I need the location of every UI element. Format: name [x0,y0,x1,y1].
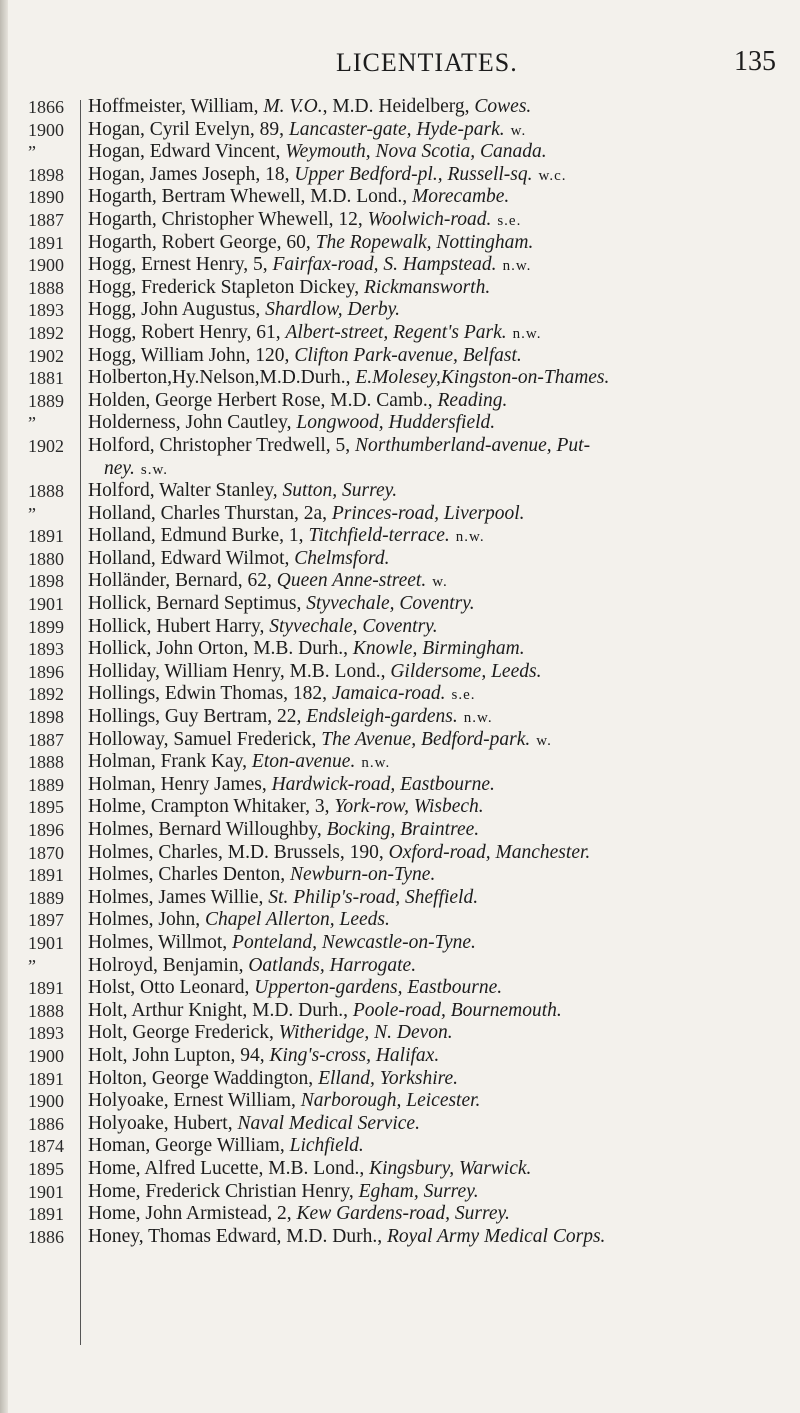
entry-text [88,277,792,300]
address: Witheridge, N. Devon. [278,1022,453,1044]
list-item [0,390,800,413]
registration-year: ” [28,503,36,524]
registration-year: 1886 [28,1226,64,1247]
list-item [0,638,800,661]
registration-year: 1895 [28,797,64,818]
list-item [0,1000,800,1023]
postal-district: s.e. [497,212,522,229]
list-item [0,277,800,300]
address: Chelmsford. [294,547,390,569]
name-qualifications: Holmes, Charles, M.D. Brussels, 190, [88,841,389,863]
entry-text [88,977,792,1000]
postal-district: w. [510,122,527,139]
entry-text [88,661,792,684]
postal-district: w. [536,732,552,749]
postal-district: s.e. [451,687,476,704]
list-item [0,96,800,119]
registration-year: 1866 [28,97,64,117]
entry-text [88,774,792,797]
name-qualifications: Holford, Walter Stanley, [88,480,283,502]
name-qualifications: Holman, Frank Kay, [88,751,252,773]
entry-text [88,706,792,730]
list-item [0,570,800,593]
address: Woolwich-road. [367,208,492,230]
registration-year: 1888 [28,1000,64,1021]
entry-text [88,1113,792,1136]
address: Cowes. [474,96,532,117]
postal-district: w. [432,574,448,591]
entry-text [88,232,792,255]
address: Knowle, Birmingham. [352,638,525,660]
entry-text [88,503,792,526]
name-qualifications: Holt, Arthur Knight, M.D. Durh., [88,999,353,1021]
name-qualifications: Holt, John Lupton, 94, [88,1044,270,1066]
name-qualifications: Holme, Crampton Whitaker, 3, [88,796,335,818]
registration-year: 1888 [28,277,64,298]
address: Clifton Park-avenue, Belfast. [294,344,522,366]
list-item [0,1135,800,1158]
licentiates-list [0,96,800,1248]
entry-text [88,1022,792,1045]
list-item [0,887,800,910]
list-item [0,706,800,729]
registration-year: 1893 [28,300,64,321]
postal-district: s.w. [140,461,169,478]
name-qualifications: Holman, Henry James, [88,773,272,795]
entry-text [88,1203,792,1226]
name-qualifications: Holland, Charles Thurstan, 2a, [88,502,332,524]
name-qualifications: Holland, Edward Wilmot, [88,547,295,569]
list-item [0,819,800,842]
name-qualifications: Holton, George Waddington, [88,1067,319,1089]
registration-year: 1890 [28,187,64,208]
entry-text [88,525,792,549]
page-number: 135 [734,46,776,77]
name-qualifications: Hollick, Bernard Septimus, [88,593,307,615]
address: York-row, Wisbech. [334,796,484,818]
entry-text [88,96,792,119]
name-qualifications: Holmes, James Willie, [88,886,269,908]
name-qualifications: Honey, Thomas Edward, M.D. Durh., [88,1225,387,1247]
address: Queen Anne-street. [276,570,427,592]
registration-year: 1895 [28,1158,64,1179]
list-item [0,683,800,706]
page-header [0,48,800,88]
registration-year: 1881 [28,368,64,389]
postal-district: n.w. [463,710,493,727]
name-qualifications: Holst, Otto Leonard, [88,977,255,999]
entry-text [88,932,792,955]
list-item [0,209,800,232]
registration-year: 1887 [28,729,64,750]
address: Northumberland-avenue, Put- [355,434,591,456]
name-qualifications: Hogan, Edward Vincent, [88,141,286,163]
name-qualifications: Hogarth, Christopher Whewell, 12, [88,208,368,230]
name-qualifications: Holford, Christopher Tredwell, 5, [88,434,356,456]
list-item [0,548,800,571]
address: Shardlow, Derby. [265,299,401,321]
registration-year: 1901 [28,932,64,953]
list-item [0,1022,800,1045]
name-qualifications: Hollick, Hubert Harry, [88,615,270,637]
entry-text [88,729,792,753]
name-qualifications: Hogarth, Robert George, 60, [88,231,316,253]
address: Fairfax-road, S. Hampstead. [272,254,497,276]
address: Kew Gardens-road, Surrey. [296,1203,510,1225]
name-qualifications: Holmes, John, [88,909,205,931]
registration-year: 1893 [28,1023,64,1044]
name-qualifications: Homan, George William, [88,1135,290,1157]
entry-text [88,435,792,458]
address: Jamaica-road. [331,683,446,705]
entry-text [88,1181,792,1204]
registration-year: 1901 [28,594,64,615]
registration-year: 1898 [28,707,64,728]
name-qualifications: Hogg, John Augustus, [88,299,266,321]
name-qualifications: Hogg, Frederick Stapleton Dickey, [88,276,364,298]
name-qualifications: Holloway, Samuel Frederick, [88,728,322,750]
entry-text [88,345,792,368]
entry-text [88,842,792,865]
name-qualifications: Holderness, John Cautley, [88,412,297,434]
name-qualifications: Holyoake, Hubert, [88,1112,238,1134]
registration-year: 1900 [28,255,64,276]
address: The Ropewalk, Nottingham. [315,231,534,253]
address: Lancaster-gate, Hyde-park. [288,118,505,140]
list-item [0,322,800,345]
name-qualifications: Hoffmeister, William, [88,96,264,117]
entry-text [104,458,792,482]
entry-text [88,887,792,910]
registration-year: 1889 [28,390,64,411]
address: Sutton, Surrey. [282,480,398,502]
list-item [0,796,800,819]
list-item [0,909,800,932]
list-item [0,864,800,887]
address: Naval Medical Service. [237,1112,420,1134]
name-qualifications: Holland, Edmund Burke, 1, [88,525,309,547]
name-qualifications: Hollings, Guy Bertram, 22, [88,706,307,728]
address: Weymouth, Nova Scotia, Canada. [285,141,547,163]
address: Royal Army Medical Corps. [386,1225,606,1247]
address: Narborough, Leicester. [300,1090,481,1112]
entry-text [88,570,792,594]
name-qualifications: Home, Alfred Lucette, M.B. Lond., [88,1157,370,1179]
list-item [0,254,800,277]
list-item [0,774,800,797]
address: Lichfield. [289,1135,364,1157]
address: Bocking, Braintree. [326,819,480,840]
address: Titchfield-terrace. [308,525,450,547]
list-item [0,1113,800,1136]
name-qualifications: Hogan, Cyril Evelyn, 89, [88,118,289,140]
address: Rickmansworth. [364,276,491,298]
entry-text [88,1135,792,1158]
entry-text [88,683,792,707]
registration-year: 1886 [28,1113,64,1134]
list-item [0,480,800,503]
registration-year: 1899 [28,616,64,637]
registration-year: 1892 [28,322,64,343]
list-item [0,503,800,526]
address: ney. [104,457,135,479]
entry-text [88,322,792,346]
registration-year: 1898 [28,164,64,185]
list-item [0,1181,800,1204]
list-item [0,1203,800,1226]
name-qualifications: Home, Frederick Christian Henry, [88,1180,359,1202]
entry-text [88,480,792,503]
entry-text [88,1158,792,1181]
entry-text [88,141,792,164]
entry-text [88,186,792,209]
registration-year: 1891 [28,232,64,253]
list-item [0,661,800,684]
list-item [0,1158,800,1181]
registration-year: 1887 [28,209,64,230]
name-qualifications: Holyoake, Ernest William, [88,1090,301,1112]
entry-text [88,390,792,413]
postal-district: n.w. [455,529,485,546]
list-item [0,525,800,548]
entry-text [88,299,792,322]
name-qualifications: Hogg, Robert Henry, 61, [88,321,286,343]
registration-year: 1891 [28,526,64,547]
address: Ponteland, Newcastle-on-Tyne. [232,931,476,953]
registration-year: 1891 [28,865,64,886]
address: Morecambe. [412,186,510,208]
name-qualifications: Hogan, James Joseph, 18, [88,163,295,185]
registration-year: 1900 [28,119,64,140]
entry-text [88,1090,792,1113]
entry-text [88,819,792,842]
list-item [0,977,800,1000]
registration-year: 1897 [28,910,64,931]
postal-district: n.w. [512,325,542,342]
name-qualifications: Home, John Armistead, 2, [88,1203,297,1225]
address: Styvechale, Coventry. [306,593,475,615]
list-item [0,141,800,164]
list-item [0,412,800,435]
address: Gildersome, Leeds. [390,660,542,682]
address: Oatlands, Harrogate. [248,954,417,976]
name-qualifications: Hogarth, Bertram Whewell, M.D. Lond., [88,186,413,208]
address: Chapel Allerton, Leeds. [205,909,390,931]
registration-year: 1898 [28,571,64,592]
list-item [0,1090,800,1113]
list-item [0,1045,800,1068]
registration-year: 1892 [28,684,64,705]
entry-text [88,1000,792,1023]
entry-text [88,955,792,978]
name-qualifications: Holmes, Willmot, [88,931,233,953]
list-item [0,186,800,209]
address: Reading. [437,389,508,411]
registration-year: 1900 [28,1045,64,1066]
registration-year: 1880 [28,548,64,569]
address: Hardwick-road, Eastbourne. [271,773,495,795]
entry-text [88,164,792,188]
list-item [0,458,800,481]
list-item [0,435,800,458]
registration-year: 1870 [28,842,64,863]
address: E.Molesey,Kingston-on-Thames. [355,367,610,389]
address: Egham, Surrey. [358,1180,479,1202]
address: Kingsbury, Warwick. [369,1157,532,1179]
registration-year: 1888 [28,752,64,773]
running-title: LICENTIATES. [336,48,518,77]
postal-district: w.c. [538,167,567,184]
list-item [0,593,800,616]
list-item [0,164,800,187]
entry-text [88,751,792,775]
address: Oxford-road, Manchester. [388,841,591,863]
registration-year: ” [28,142,36,163]
list-item [0,729,800,752]
entry-text [88,254,792,278]
name-qualifications: Hollick, John Orton, M.B. Durh., [88,638,353,660]
address: Newburn-on-Tyne. [290,864,436,886]
entry-text [88,864,792,887]
registration-year: ” [28,955,36,976]
address: Eton-avenue. [251,751,356,773]
entry-text [88,1068,792,1091]
address: Upperton-gardens, Eastbourne. [254,977,503,999]
registration-year: 1889 [28,774,64,795]
address: Albert-street, Regent's Park. [285,321,507,343]
entry-text [88,1045,792,1068]
name-qualifications: Hollings, Edwin Thomas, 182, [88,683,332,705]
registration-year: 1891 [28,1204,64,1225]
entry-text [88,638,792,661]
list-item [0,367,800,390]
list-item [0,955,800,978]
registration-year: 1896 [28,661,64,682]
list-item [0,1068,800,1091]
address: Endsleigh-gardens. [306,706,458,728]
registration-year: 1891 [28,978,64,999]
registration-year: 1888 [28,481,64,502]
address: The Avenue, Bedford-park. [321,728,531,750]
entry-text [88,209,792,233]
address: Longwood, Huddersfield. [296,412,496,434]
address: King's-cross, Halifax. [269,1044,440,1066]
entry-text [88,119,792,143]
address: M. V.O. [263,96,323,117]
registration-year: ” [28,413,36,434]
entry-text [88,616,792,639]
name-qualifications: Hogg, Ernest Henry, 5, [88,254,273,276]
name-qualifications: , M.D. Heidelberg, [322,96,475,117]
entry-text [88,796,792,819]
name-qualifications: Holliday, William Henry, M.B. Lond., [88,660,391,682]
registration-year: 1902 [28,345,64,366]
registration-year: 1901 [28,1181,64,1202]
registration-year: 1900 [28,1091,64,1112]
name-qualifications: Holberton,Hy.Nelson,M.D.Durh., [88,367,356,389]
list-item [0,751,800,774]
address: Elland, Yorkshire. [318,1067,459,1089]
entry-text [88,367,792,390]
registration-year: 1893 [28,639,64,660]
name-qualifications: Hogg, William John, 120, [88,344,295,366]
entry-text [88,593,792,616]
name-qualifications: Holmes, Bernard Willoughby, [88,819,327,840]
list-item [0,345,800,368]
entry-text [88,412,792,435]
name-qualifications: Holt, George Frederick, [88,1022,279,1044]
registration-year: 1874 [28,1136,64,1157]
address: Styvechale, Coventry. [269,615,438,637]
list-item [0,616,800,639]
entry-text [88,548,792,571]
name-qualifications: Holden, George Herbert Rose, M.D. Camb., [88,389,438,411]
address: Poole-road, Bournemouth. [352,999,562,1021]
list-item [0,299,800,322]
list-item [0,119,800,142]
list-item [0,232,800,255]
list-item [0,1226,800,1249]
address: Upper Bedford-pl., Russell-sq. [294,163,533,185]
entry-text [88,909,792,932]
list-item [0,932,800,955]
name-qualifications: Holroyd, Benjamin, [88,954,249,976]
list-item [0,842,800,865]
registration-year: 1902 [28,435,64,456]
address: St. Philip's-road, Sheffield. [268,886,479,908]
postal-district: n.w. [502,258,532,275]
registration-year: 1896 [28,820,64,840]
address: Princes-road, Liverpool. [331,502,525,524]
entry-text [88,1226,792,1249]
postal-district: n.w. [361,755,391,772]
registration-year: 1891 [28,1068,64,1089]
name-qualifications: Holmes, Charles Denton, [88,864,291,886]
name-qualifications: Holländer, Bernard, 62, [88,570,277,592]
registration-year: 1889 [28,887,64,908]
